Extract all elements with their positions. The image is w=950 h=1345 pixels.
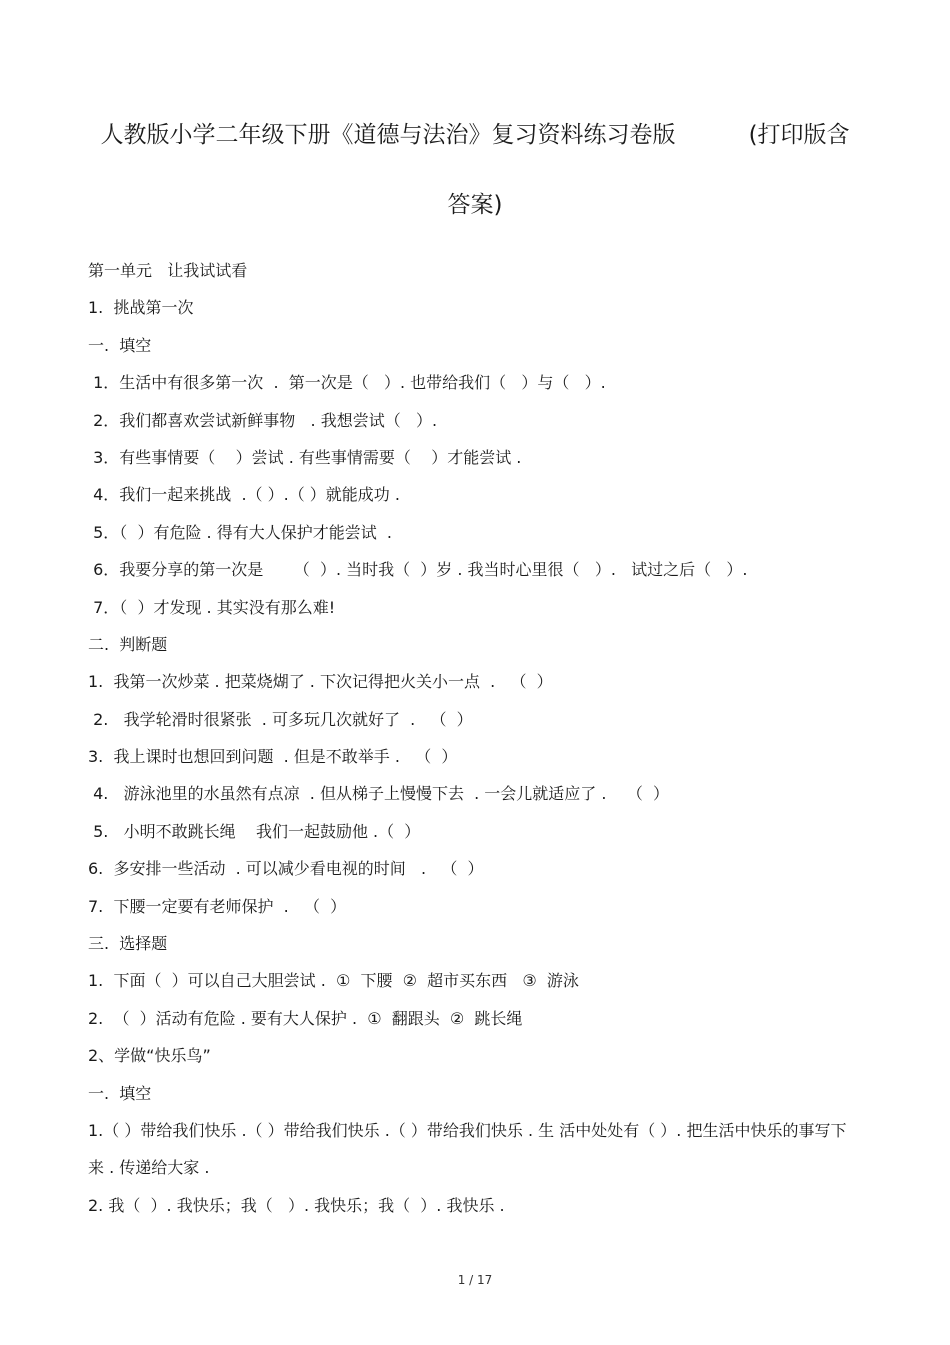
question-line: 1．生活中有很多第一次 . 第一次是（ ）. 也带给我们（ ）与（ ）.	[88, 373, 606, 393]
page-number: 1 / 17	[457, 1273, 493, 1287]
question-line: 5. 小明不敢跳长绳 我们一起鼓励他 .（ ）	[88, 821, 421, 841]
document-title-line-2: 答案)	[447, 192, 503, 218]
question-line: 2. 我（ ）. 我快乐；我（ ）. 我快乐；我（ ）. 我快乐 .	[88, 1195, 505, 1215]
document-body	[88, 252, 860, 1224]
question-line: 1. 我第一次炒菜 . 把菜烧煳了 . 下次记得把火关小一点 . （ ）	[88, 672, 553, 692]
question-line: 2．我们都喜欢尝试新鲜事物 . 我想尝试（ ）.	[88, 410, 438, 430]
question-line: 7. 下腰一定要有老师保护 . （ ）	[88, 896, 347, 916]
question-line: 7．（ ）才发现 . 其实没有那么难!	[88, 597, 336, 617]
question-line: 5．（ ）有危险 . 得有大人保护才能尝试 .	[88, 522, 392, 542]
question-line: 4. 游泳池里的水虽然有点凉 . 但从梯子上慢慢下去 . 一会儿就适应了 . （ ）	[88, 784, 669, 804]
question-line: 1. 下面（ ）可以自己大胆尝试 . ① 下腰 ② 超市买东西 ③ 游泳	[88, 971, 579, 991]
question-line: 3. 我上课时也想回到问题 . 但是不敢举手 . （ ）	[88, 747, 458, 767]
section-heading-fill-blank: 一. 填空	[88, 1083, 152, 1103]
question-line: 4．我们一起来挑战 .（ ）.（ ）就能成功 .	[88, 485, 400, 505]
lesson-heading: 2、学做“快乐鸟”	[88, 1046, 211, 1066]
section-heading-fill-blank: 一. 填空	[88, 335, 152, 355]
question-line: 3．有些事情要（ ）尝试 . 有些事情需要（ ）才能尝试 .	[88, 447, 522, 467]
unit-heading: 第一单元 让我试试看	[88, 261, 248, 280]
section-heading-choice: 三. 选择题	[88, 934, 168, 954]
question-line: 6．我要分享的第一次是 （ ）. 当时我（ ）岁 . 我当时心里很（ ）. 试过之后（ ）.	[88, 560, 748, 580]
question-line: 6. 多安排一些活动 . 可以减少看电视的时间 . （ ）	[88, 859, 484, 879]
document-title-line-1: 人教版小学二年级下册《道德与法治》复习资料练习卷版 (打印版含	[100, 122, 850, 148]
question-paragraph: 1.（ ）带给我们快乐 .（ ）带给我们快乐 .（ ）带给我们快乐 . 生 活中处处有（ ）. 把生活中快乐的事写下来 . 传递给大家 .	[88, 1120, 847, 1178]
question-line: 2. （ ）活动有危险 . 要有大人保护 . ① 翻跟头 ② 跳长绳	[88, 1008, 523, 1028]
question-line: 2. 我学轮滑时很紧张 . 可多玩几次就好了 . （ ）	[88, 709, 473, 729]
lesson-heading: 1. 挑战第一次	[88, 298, 194, 318]
section-heading-true-false: 二. 判断题	[88, 634, 168, 654]
